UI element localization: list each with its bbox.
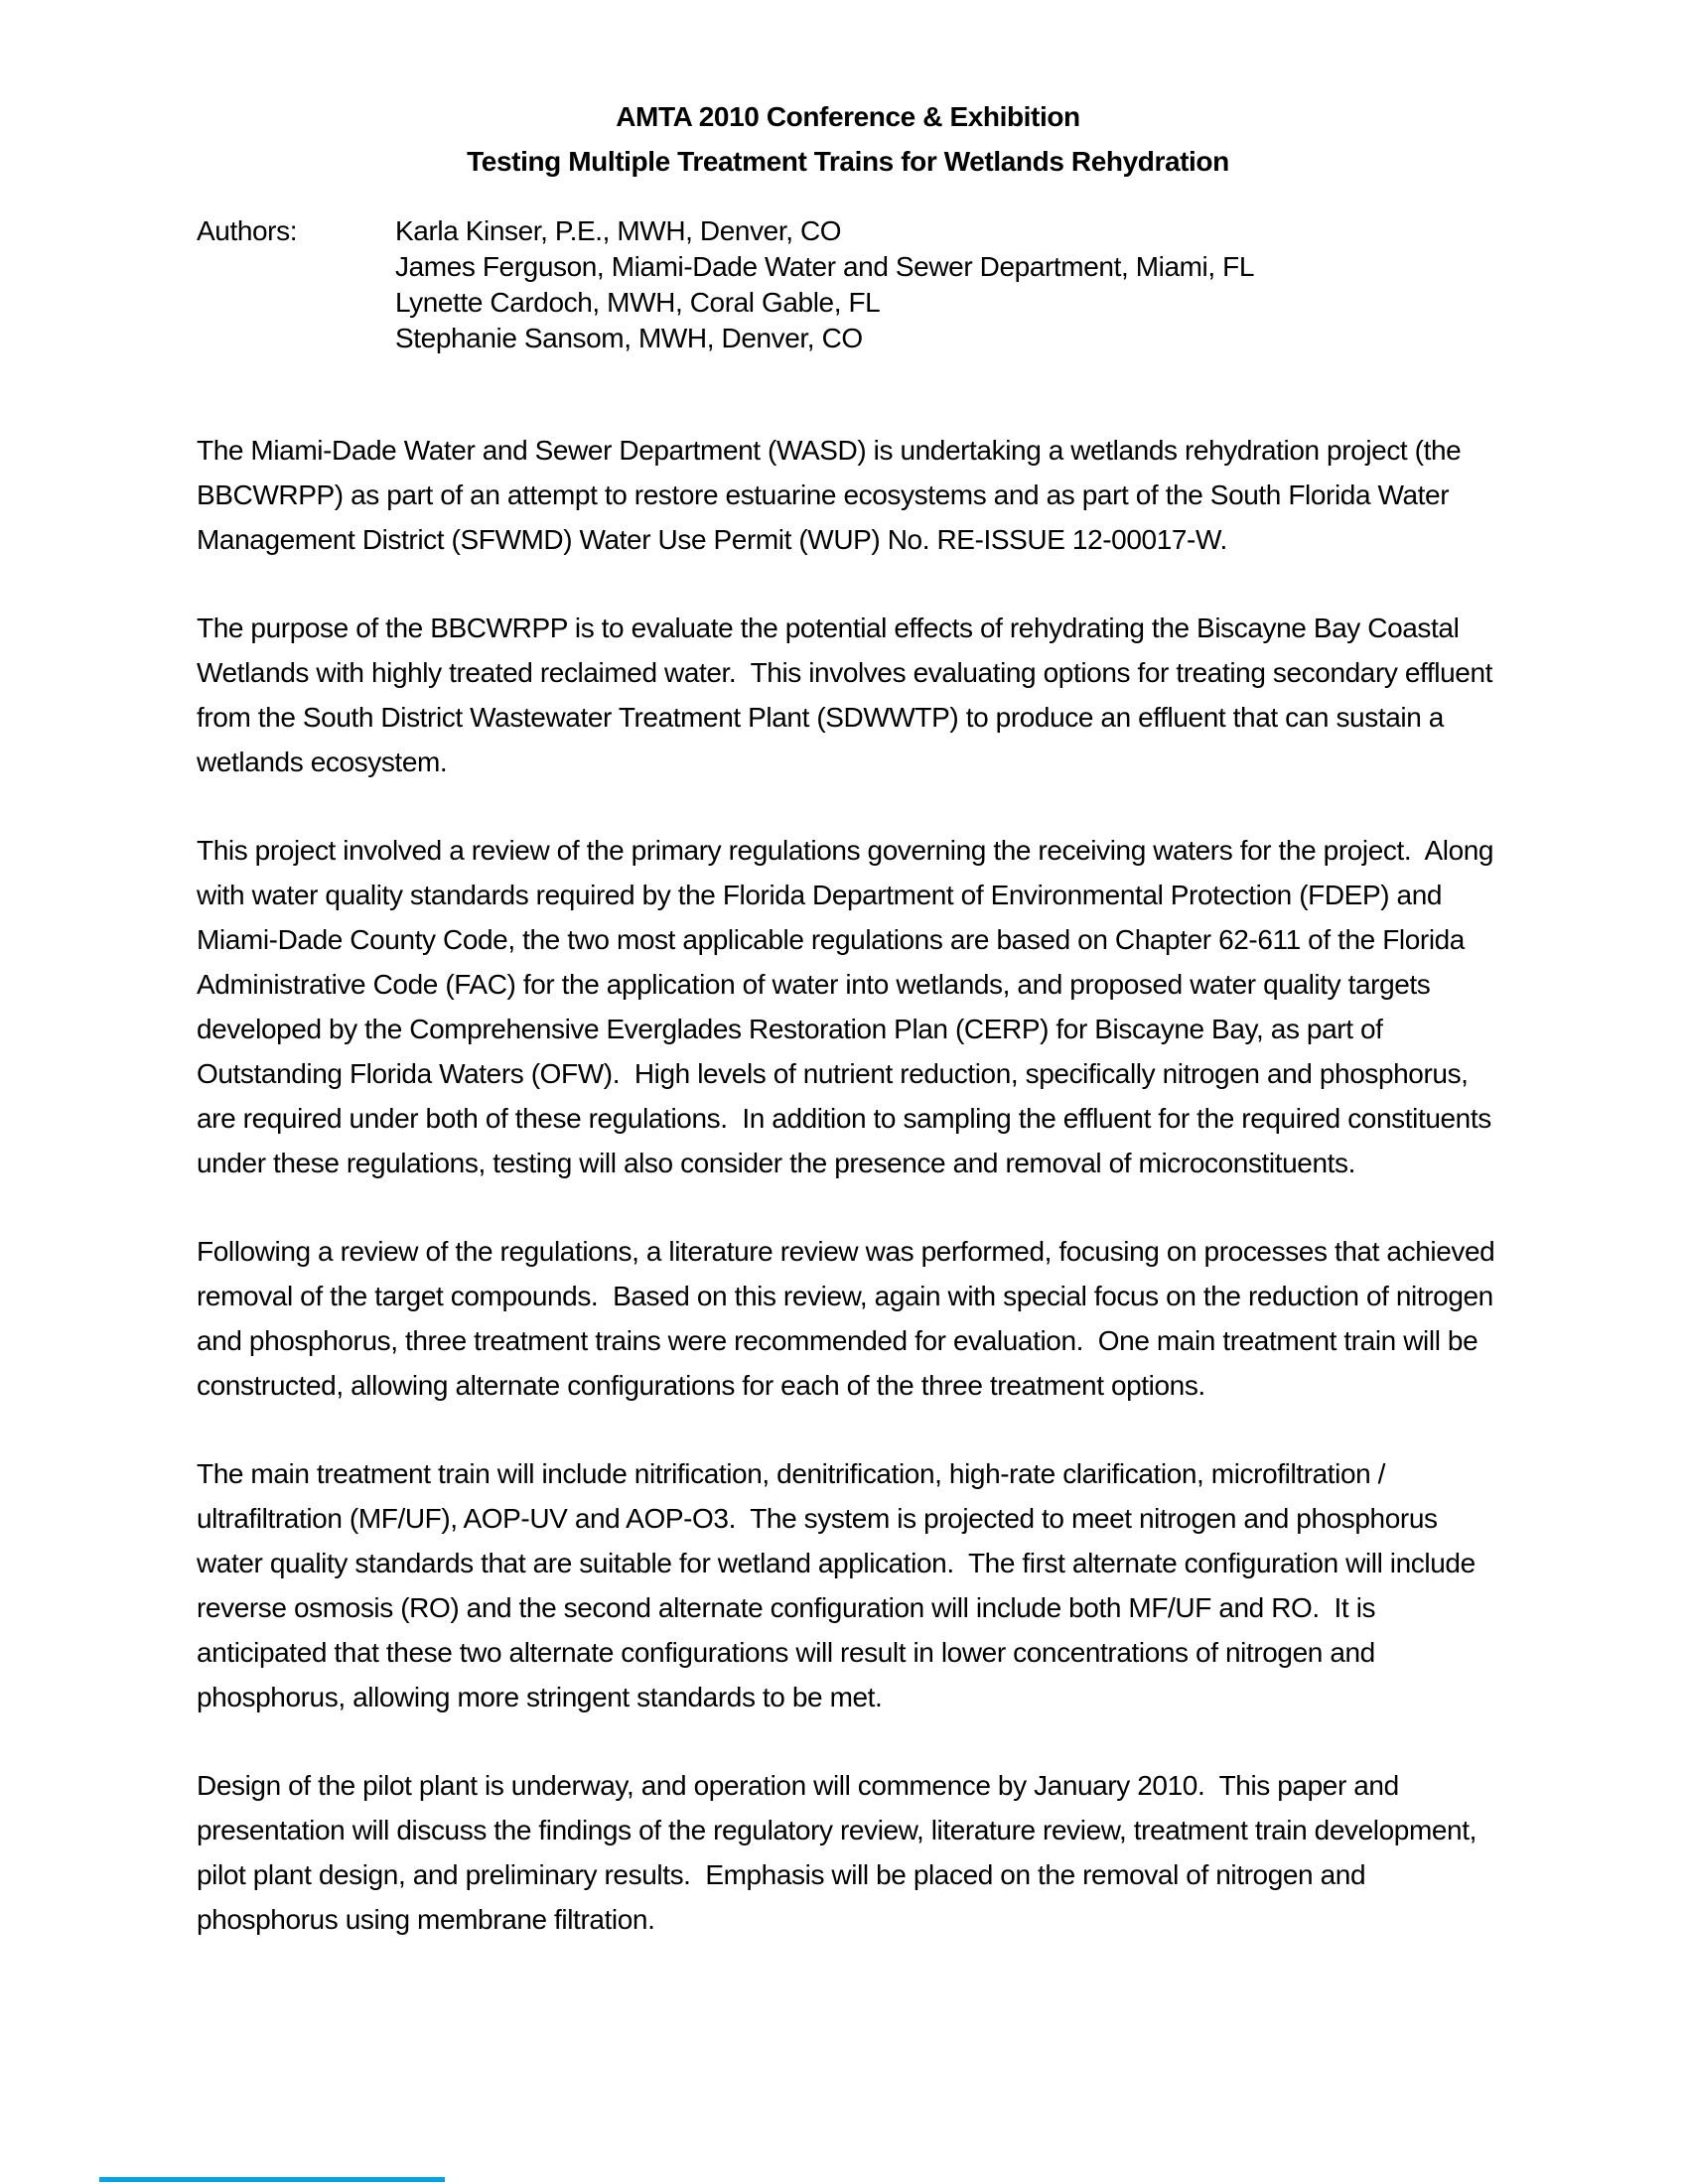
- author-line: James Ferguson, Miami-Dade Water and Sewer Department, Miami, FL: [395, 251, 1254, 282]
- body-paragraph: The purpose of the BBCWRPP is to evaluate the potential effects of rehydrating the Biscayne Bay Coastal Wetlands with highly treated reclaimed water. This involves evaluating options for treating secondary effluent from the South District Wastewater Treatment Plant (SDWWTP) to produce an effluent that can sustain a wetlands ecosystem.: [197, 613, 1500, 777]
- author-line: Karla Kinser, P.E., MWH, Denver, CO: [395, 215, 842, 246]
- authors-list: [395, 213, 1499, 356]
- document-header: [197, 94, 1499, 184]
- body-paragraph: The main treatment train will include nitrification, denitrification, high-rate clarification, microfiltration / ultrafiltration (MF/UF), AOP-UV and AOP-O3. The system is projected to meet nitrogen and phosphorus water quality standards that are suitable for wetland application. The first alternate configuration will include reverse osmosis (RO) and the second alternate configuration will include both MF/UF and RO. It is anticipated that these two alternate configurations will result in lower concentrations of nitrogen and phosphorus, allowing more stringent standards to be met.: [197, 1458, 1483, 1712]
- author-line: Lynette Cardoch, MWH, Coral Gable, FL: [395, 287, 881, 318]
- body-paragraph: Design of the pilot plant is underway, and operation will commence by January 2010. This paper and presentation will discuss the findings of the regulatory review, literature review, treatment train development, pilot plant design, and preliminary results. Emphasis will be placed on the removal of nitrogen and phosphorus using membrane filtration.: [197, 1770, 1484, 1935]
- author-line: Stephanie Sansom, MWH, Denver, CO: [395, 323, 863, 353]
- body-paragraph: This project involved a review of the primary regulations governing the receiving waters for the project. Along with water quality standards required by the Florida Department of Environmental Protection (FDEP) and Miami-Dade County Code, the two most applicable regulations are based on Chapter 62-611 of the Florida Administrative Code (FAC) for the application of water into wetlands, and proposed water quality targets developed by the Comprehensive Everglades Restoration Plan (CERP) for Biscayne Bay, as part of Outstanding Florida Waters (OFW). High levels of nutrient reduction, specifically nitrogen and phosphorus, are required under both of these regulations. In addition to sampling the effluent for the required constituents under these regulations, testing will also consider the presence and removal of microconstituents.: [197, 835, 1501, 1178]
- document-title: Testing Multiple Treatment Trains for Wetlands Rehydration: [467, 146, 1229, 177]
- authors-block: [197, 213, 1499, 356]
- footer-accent-line: [99, 2177, 445, 2182]
- conference-name: AMTA 2010 Conference & Exhibition: [616, 101, 1080, 132]
- authors-label: Authors:: [197, 215, 298, 246]
- body-paragraph: The Miami-Dade Water and Sewer Department (WASD) is undertaking a wetlands rehydration project (the BBCWRPP) as part of an attempt to restore estuarine ecosystems and as part of the South Florida Water Management District (SFWMD) Water Use Permit (WUP) No. RE-ISSUE 12-00017-W.: [197, 435, 1469, 555]
- body-paragraph: Following a review of the regulations, a literature review was performed, focusing on processes that achieved removal of the target compounds. Based on this review, again with special focus on the reduction of nitrogen and phosphorus, three treatment trains were recommended for evaluation. One main treatment train will be constructed, allowing alternate configurations for each of the three treatment options.: [197, 1236, 1502, 1401]
